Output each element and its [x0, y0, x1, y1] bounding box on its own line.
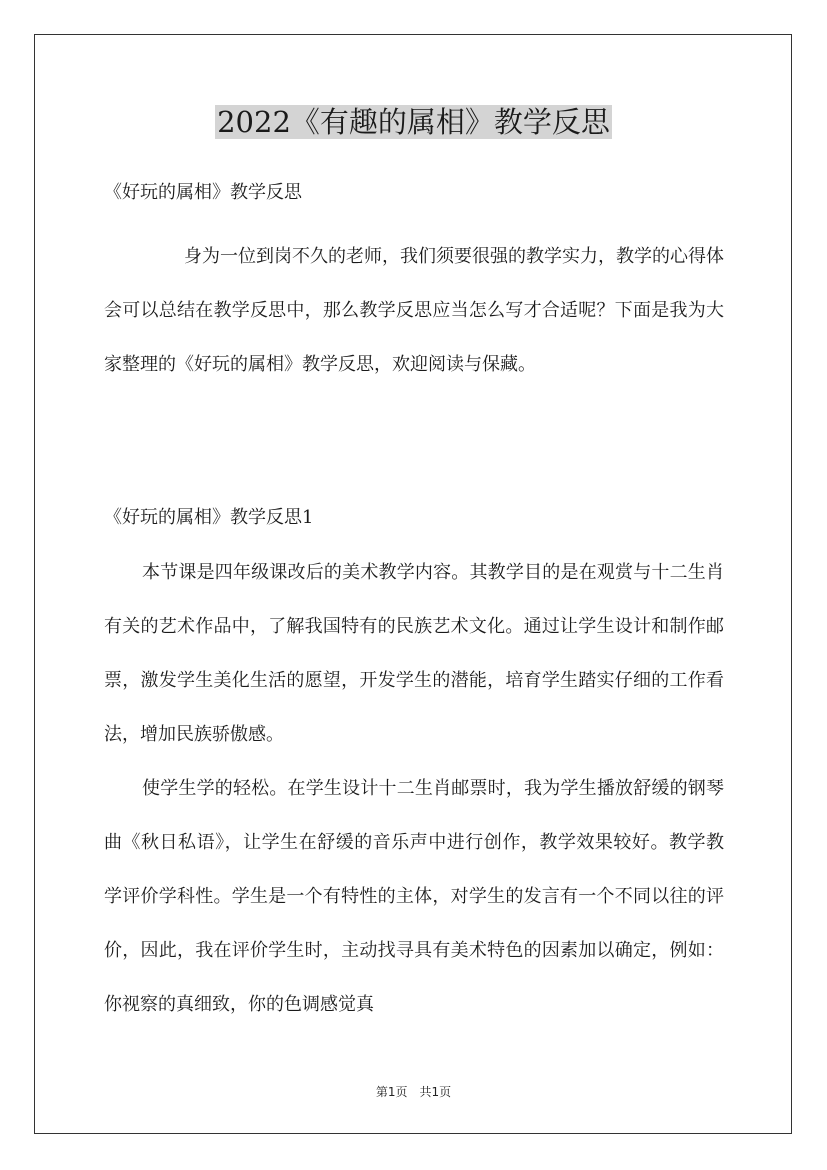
- document-title-text: 2022《有趣的属相》教学反思: [217, 105, 610, 139]
- intro-paragraph: 身为一位到岗不久的老师，我们须要很强的教学实力，教学的心得体会可以总结在教学反思中，那么教学反思应当怎么写才合适呢？下面是我为大家整理的《好玩的属相》教学反思，欢迎阅读与保藏。: [104, 246, 724, 375]
- page-total: 共1页: [419, 1085, 452, 1099]
- section-heading: 《好玩的属相》教学反思1: [104, 507, 314, 528]
- document-title: [0, 100, 827, 144]
- document-subtitle: 《好玩的属相》教学反思: [104, 182, 302, 203]
- page-number: 第1页: [375, 1085, 408, 1099]
- body-paragraph-1: 本节课是四年级课改后的美术教学内容。其教学目的是在观赏与十二生肖有关的艺术作品中，了解我国特有的民族艺术文化。通过让学生设计和制作邮票，激发学生美化生活的愿望，开发学生的潜能，培育学生踏实仔细的工作看法，增加民族骄傲感。: [104, 562, 724, 745]
- page-footer: [0, 1082, 827, 1102]
- body-paragraph-2: 使学生学的轻松。在学生设计十二生肖邮票时，我为学生播放舒缓的钢琴曲《秋日私语》，让学生在舒缓的音乐声中进行创作，教学效果较好。教学教学评价学科性。学生是一个有特性的主体，对学生的发言有一个不同以往的评价，因此，我在评价学生时，主动找寻具有美术特色的因素加以确定，例如：你视察的真细致，你的色调感觉真: [104, 778, 724, 1015]
